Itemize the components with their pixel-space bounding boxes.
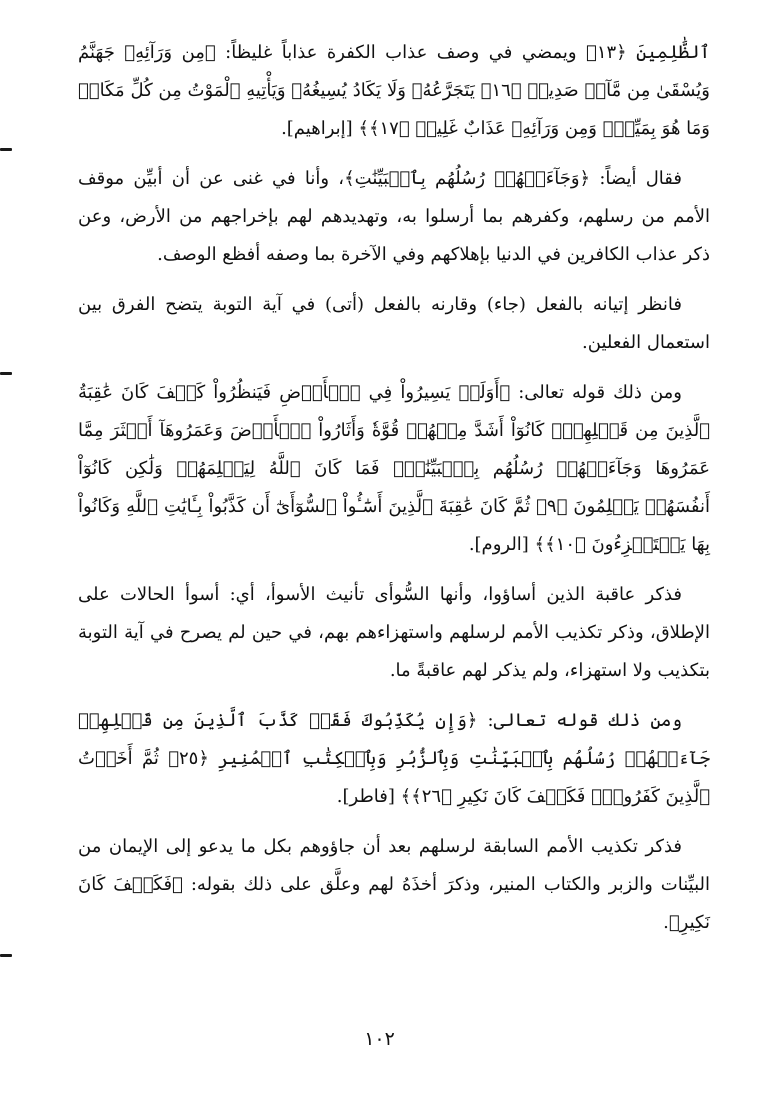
paragraph-fatir-commentary: فذكر تكذيب الأمم السابقة لرسلهم بعد أن جاؤوهم بكل ما يدعو إلى الإيمان من البيِّنات والزبر والكتاب المنير، وذكرَ أخذَهُ لهم وعلَّق على ذلك بقوله: ﴿فَكَيۡفَ كَانَ نَكِيرِ﴾. <box>78 836 710 933</box>
paragraph-wa-jaathum-rusuluhum: فقال أيضاً: ﴿وَجَآءَتۡهُمۡ رُسُلُهُم بِٱلۡبَيِّنَٰتِ﴾، وأنا في غنى عن أن أبيِّن موقف الأمم من رسلهم، وكفرهم بما أرسلوا به، وتهديدهم لهم بإخراجهم من الأرض، وعن ذكر عذاب الكافرين في الدنيا بإهلاكهم وفي الآخرة بما وصفه أفظع الوصف. <box>78 168 710 265</box>
paragraph-compare-verbs: فانظر إتيانه بالفعل (جاء) وقارنه بالفعل (أتى) في آية التوبة يتضح الفرق بين استعمال الفعلين. <box>78 294 710 353</box>
page-body <box>78 34 710 954</box>
paragraph-fatir-verse: ومن ذلك قوله تعالى: ﴿وَإِن يُكَذِّبُوكَ فَقَدۡ كَذَّبَ ٱلَّذِينَ مِن قَبۡلِهِمۡ جَآءَتۡهُمۡ رُسُلُهُم بِٱلۡبَيِّنَٰتِ وَبِٱلزُّبُرِ وَبِٱلۡكِتَٰبِ ٱلۡمُنِيرِ ﴿٢٥﴾ ثُمَّ أَخَذۡتُ ٱلَّذِينَ كَفَرُواْۖ فَكَيۡفَ كَانَ نَكِيرِ ﴿٢٦﴾﴾ [فاطر]. <box>78 710 710 807</box>
page-number: ١٠٢ <box>364 1028 395 1050</box>
paragraph-rum-commentary: فذكر عاقبة الذين أساؤوا، وأنها السُّوأى تأنيث الأسوأ، أي: أسوأ الحالات على الإطلاق، وذكر تكذيب الأمم لرسلهم واستهزاءهم بهم، في حين لم يصرح في آية التوبة بتكذيب ولا استهزاء، ولم يذكر لهم عاقبةً ما. <box>78 584 710 681</box>
binding-hole-mark <box>0 954 12 957</box>
paragraph-rum-verse: ومن ذلك قوله تعالى: ﴿أَوَلَمۡ يَسِيرُواْ فِي ٱلۡأَرۡضِ فَيَنظُرُواْ كَيۡفَ كَانَ عَٰقِبَةُ ٱلَّذِينَ مِن قَبۡلِهِمۡۚ كَانُوٓاْ أَشَدَّ مِنۡهُمۡ قُوَّةٗ وَأَثَارُواْ ٱلۡأَرۡضَ وَعَمَرُوهَآ أَكۡثَرَ مِمَّا عَمَرُوهَا وَجَآءَتۡهُمۡ رُسُلُهُم بِٱلۡبَيِّنَٰتِۖ فَمَا كَانَ ٱللَّهُ لِيَظۡلِمَهُمۡ وَلَٰكِن كَانُوٓاْ أَنفُسَهُمۡ يَظۡلِمُونَ ﴿٩﴾ ثُمَّ كَانَ عَٰقِبَةَ ٱلَّذِينَ أَسَٰٓـُٔواْ ٱلسُّوٓأَىٰٓ أَن كَذَّبُواْ بِـَٔايَٰتِ ٱللَّهِ وَكَانُواْ بِهَا يَسۡتَهۡزِءُونَ ﴿١٠﴾﴾ [الروم]. <box>78 382 710 555</box>
paragraph-ibrahim-continuation: ٱلظَّٰلِمِينَ ﴿١٣﴾ ويمضي في وصف عذاب الكفرة عذاباً غليظاً: ﴿مِن وَرَآئِهِۦ جَهَنَّمُ وَيُسْقَىٰ مِن مَّآءٖ صَدِيدٖ ﴿١٦﴾ يَتَجَرَّعُهُۥ وَلَا يَكَادُ يُسِيغُهُۥ وَيَأْتِيهِ ٱلْمَوْتُ مِن كُلِّ مَكَانٖ وَمَا هُوَ بِمَيِّتٖۖ وَمِن وَرَآئِهِۦ عَذَابٌ غَلِيظٞ ﴿١٧﴾﴾ [إبراهيم]. <box>78 42 710 139</box>
binding-hole-mark <box>0 372 12 375</box>
binding-hole-mark <box>0 148 12 151</box>
